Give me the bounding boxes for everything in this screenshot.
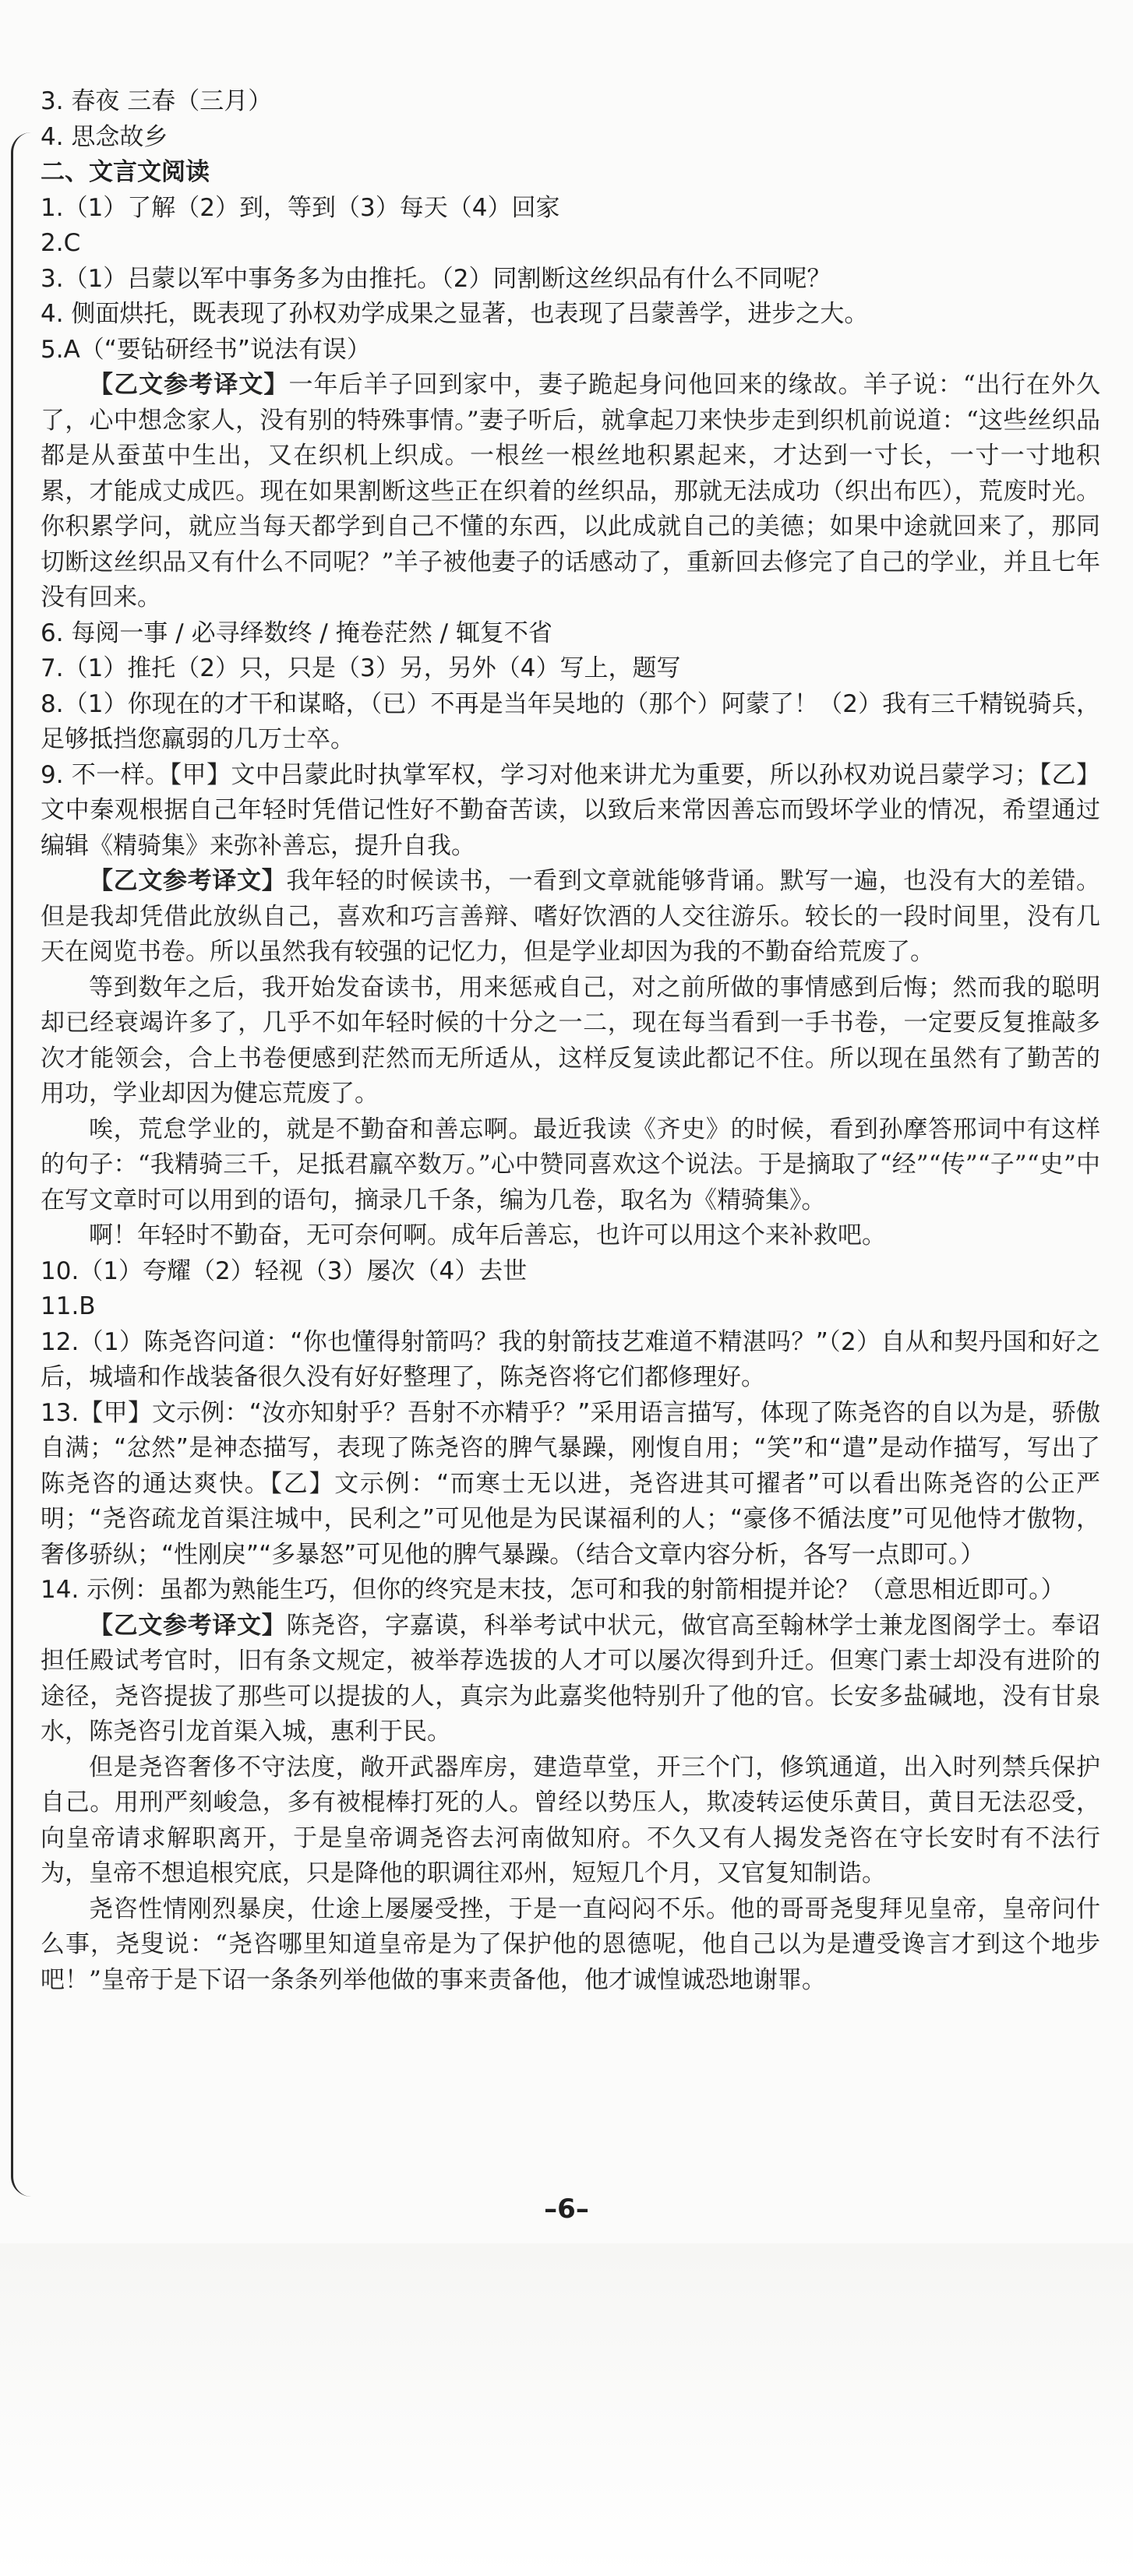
answer-q2: 2.C [41,229,81,257]
answer-content [41,84,1100,1998]
translation-1 [41,368,1100,616]
translation-text: 一年后羊子回到家中，妻子跪起身问他回来的缘故。羊子说：“出行在外久了，心中想念家人，没有别的特殊事情。”妻子听后，就拿起刀来快步走到织机前说道：“这些丝织品都是从蚕茧中生出，又在织机上织成。一根丝一根丝地积累起来，才达到一寸长，一寸一寸地积累，才能成丈成匹。现在如果割断这些正在织着的丝织品，那就无法成功（织出布匹），荒废时光。你积累学问，就应当每天都学到自己不懂的东西，以此成就自己的美德；如果中途就回来了，那同切断这丝织品又有什么不同呢？”羊子被他妻子的话感动了，重新回去修完了自己的学业，并且七年没有回来。 [41,371,1100,611]
answer-line-3: 3. 春夜 三春（三月） [41,87,273,115]
translation-label: 【乙文参考译文】 [89,867,287,895]
answer-q5: 5.A（“要钻研经书”说法有误） [41,335,371,364]
translation-2-para-3: 唉，荒怠学业的，就是不勤奋和善忘啊。最近我读《齐史》的时候，看到孙摩答邢词中有这样的句子：“我精骑三千，足抵君羸卒数万。”心中赞同喜欢这个说法。于是摘取了“经”“传”“子”“史”中在写文章时可以用到的语句，摘录几千条，编为几卷，取名为《精骑集》。 [41,1115,1100,1214]
answer-q8: 8.（1）你现在的才干和谋略，（已）不再是当年吴地的（那个）阿蒙了！（2）我有三千精锐骑兵，足够抵挡您羸弱的几万士卒。 [41,689,1100,753]
translation-label: 【乙文参考译文】 [89,371,289,399]
section-heading: 二、文言文阅读 [41,158,210,186]
answer-q14: 14. 示例：虽都为熟能生巧，但你的终究是末技，怎可和我的射箭相提并论？（意思相近即可。） [41,1576,1065,1604]
translation-text: 我年轻的时候读书，一看到文章就能够背诵。默写一遍，也没有大的差错。但是我却凭借此放纵自己，喜欢和巧言善辩、嗜好饮酒的人交往游乐。较长的一段时间里，没有几天在阅览书卷。所以虽然我有较强的记忆力，但是学业却因为我的不勤奋给荒废了。 [41,867,1101,966]
answer-q10: 10.（1）夸耀（2）轻视（3）屡次（4）去世 [41,1256,528,1285]
translation-3-para-2: 但是尧咨奢侈不守法度，敞开武器库房，建造草堂，开三个门，修筑通道，出入时列禁兵保护自己。用刑严刻峻急，多有被棍棒打死的人。曾经以势压人，欺凌转运使乐黄目，黄目无法忍受，向皇帝请求解职离开，于是皇帝调尧咨去河南做知府。不久又有人揭发尧咨在守长安时有不法行为，皇帝不想追根究底，只是降他的职调往邓州，短短几个月，又官复知制诰。 [41,1753,1100,1887]
answer-q11: 11.B [41,1292,96,1320]
translation-label: 【乙文参考译文】 [89,1611,287,1640]
answer-q13: 13.【甲】文示例：“汝亦知射乎？吾射不亦精乎？”采用语言描写，体现了陈尧咨的自以为是，骄傲自满；“忿然”是神态描写，表现了陈尧咨的脾气暴躁，刚愎自用；“笑”和“遣”是动作描写，写出了陈尧咨的通达爽快。【乙】文示例：“而寒士无以进，尧咨进其可擢者”可以看出陈尧咨的公正严明；“尧咨疏龙首渠注城中，民利之”可见他是为民谋福利的人；“豪侈不循法度”可见他恃才傲物，奢侈骄纵；“性刚戾”“多暴怒”可见他的脾气暴躁。（结合文章内容分析，各写一点即可。） [41,1398,1100,1569]
page-number: –6– [544,2194,589,2225]
blank-bottom-area [0,2243,1133,2576]
answer-q4: 4. 侧面烘托，既表现了孙权劝学成果之显著，也表现了吕蒙善学，进步之大。 [41,300,869,328]
answer-line-4: 4. 思念故乡 [41,122,168,151]
answer-q9: 9. 不一样。【甲】文中吕蒙此时执掌军权，学习对他来讲尤为重要，所以孙权劝说吕蒙学习；【乙】文中秦观根据自己年轻时凭借记性好不勤奋苦读，以致后来常因善忘而毁坏学业的情况，希望通过编辑《精骑集》来弥补善忘，提升自我。 [41,760,1100,860]
answer-q6: 6. 每阅一事 / 必寻绎数终 / 掩卷茫然 / 辄复不省 [41,618,552,647]
answer-q3: 3.（1）吕蒙以军中事务多为由推托。（2）同割断这丝织品有什么不同呢？ [41,264,831,293]
translation-text: 陈尧咨，字嘉谟，科举考试中状元，做官高至翰林学士兼龙图阁学士。奉诏担任殿试考官时，旧有条文规定，被举荐选拔的人才可以屡次得到升迁。但寒门素士却没有进阶的途径，尧咨提拔了那些可以提拔的人，真宗为此嘉奖他特别升了他的官。长安多盐碱地，没有甘泉水，陈尧咨引龙首渠入城，惠利于民。 [41,1611,1101,1746]
translation-2-para-4: 啊！年轻时不勤奋，无可奈何啊。成年后善忘，也许可以用这个来补救吧。 [89,1221,886,1249]
translation-3-para-1 [41,1609,1100,1750]
translation-2-para-2: 等到数年之后，我开始发奋读书，用来惩戒自己，对之前所做的事情感到后悔；然而我的聪明却已经衰竭许多了，几乎不如年轻时候的十分之一二，现在每当看到一手书卷，一定要反复推敲多次才能领会，合上书卷便感到茫然而无所适从，这样反复读此都记不住。所以现在虽然有了勤苦的用功，学业却因为健忘荒废了。 [41,973,1100,1108]
answer-q12: 12.（1）陈尧咨问道：“你也懂得射箭吗？我的射箭技艺难道不精湛吗？”（2）自从和契丹国和好之后，城墙和作战装备很久没有好好整理了，陈尧咨将它们都修理好。 [41,1327,1100,1391]
answer-q7: 7.（1）推托（2）只，只是（3）另，另外（4）写上，题写 [41,654,681,682]
answer-q1: 1.（1）了解（2）到，等到（3）每天（4）回家 [41,193,560,222]
translation-2-para-1 [41,864,1100,971]
translation-3-para-3: 尧咨性情刚烈暴戾，仕途上屡屡受挫，于是一直闷闷不乐。他的哥哥尧叟拜见皇帝，皇帝问什么事，尧叟说：“尧咨哪里知道皇帝是为了保护他的恩德呢，他自己以为是遭受谗言才到这个地步吧！”皇帝于是下诏一条条列举他做的事来责备他，他才诚惶诚恐地谢罪。 [41,1894,1100,1994]
margin-bracket [11,132,32,2197]
